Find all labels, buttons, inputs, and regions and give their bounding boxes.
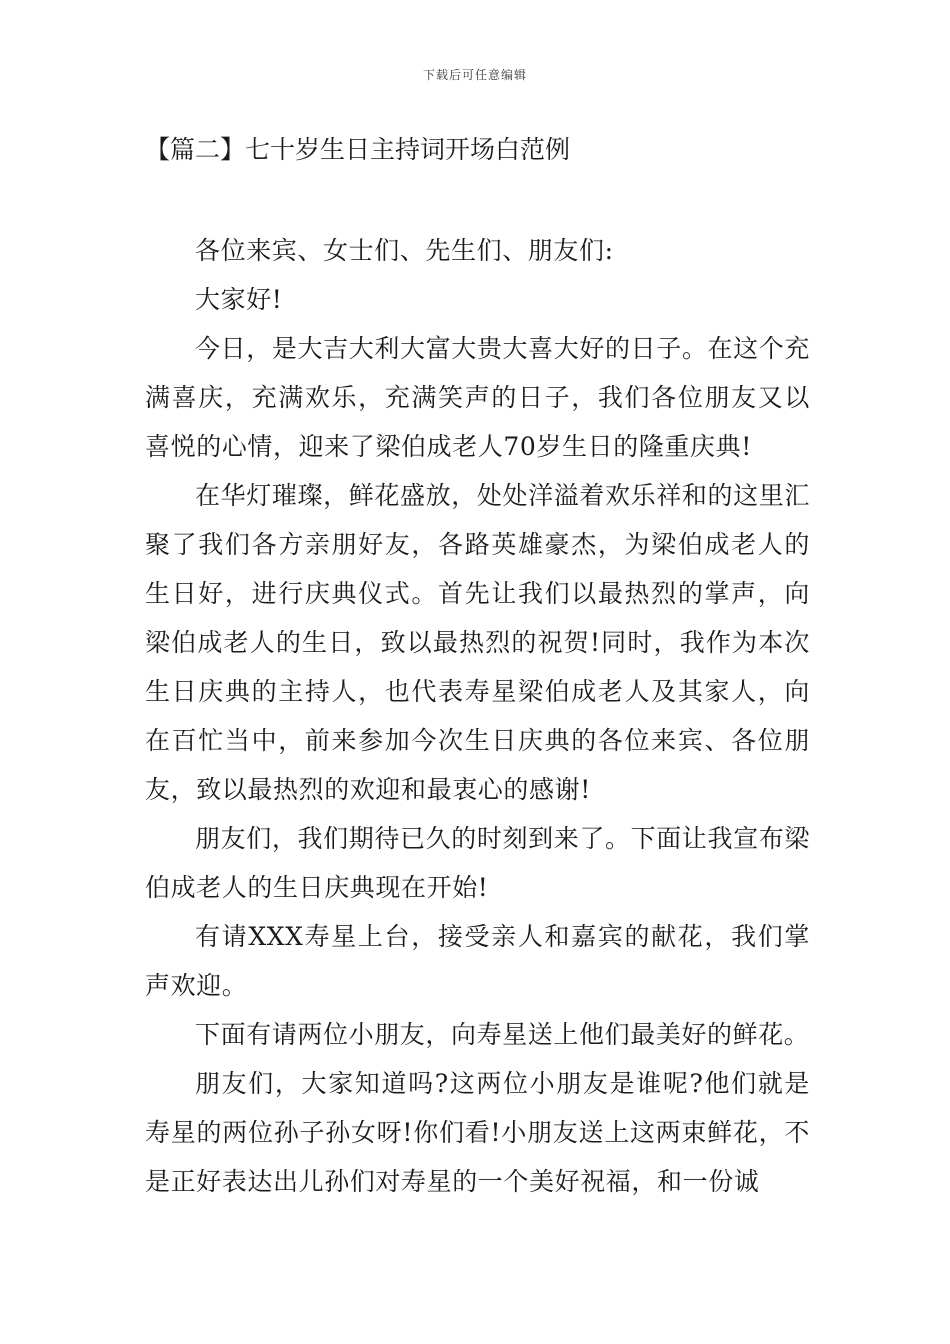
- paragraph-greeting: 各位来宾、女士们、先生们、朋友们:: [195, 236, 614, 265]
- document-body: [145, 226, 810, 1206]
- paragraph-grandchildren: 朋友们，大家知道吗?这两位小朋友是谁呢?他们就是寿星的两位孙子孙女呀!你们看!小朋友送上这两束鲜花，不是正好表达出儿孙们对寿星的一个美好祝福，和一份诚: [145, 1069, 810, 1196]
- paragraph-gathering: 在华灯璀璨，鲜花盛放，处处洋溢着欢乐祥和的这里汇聚了我们各方亲朋好友，各路英雄豪杰，为梁伯成老人的生日好，进行庆典仪式。首先让我们以最热烈的掌声，向梁伯成老人的生日，致以最热烈的祝贺!同时，我作为本次生日庆典的主持人，也代表寿星梁伯成老人及其家人，向在百忙当中，前来参加今次生日庆典的各位来宾、各位朋友，致以最热烈的欢迎和最衷心的感谢!: [145, 481, 810, 804]
- document-title: 【篇二】七十岁生日主持词开场白范例: [145, 135, 571, 164]
- paragraph-today: 今日，是大吉大利大富大贵大喜大好的日子。在这个充满喜庆，充满欢乐，充满笑声的日子，我们各位朋友又以喜悦的心情，迎来了梁伯成老人70岁生日的隆重庆典!: [145, 334, 810, 461]
- header-note: 下载后可任意编辑: [422, 68, 527, 82]
- paragraph-announce: 朋友们，我们期待已久的时刻到来了。下面让我宣布梁伯成老人的生日庆典现在开始!: [145, 824, 810, 902]
- paragraph-hello: 大家好!: [195, 285, 283, 314]
- paragraph-flowers: 下面有请两位小朋友，向寿星送上他们最美好的鲜花。: [195, 1020, 810, 1049]
- paragraph-invite: 有请XXX寿星上台，接受亲人和嘉宾的献花，我们掌声欢迎。: [145, 922, 810, 1000]
